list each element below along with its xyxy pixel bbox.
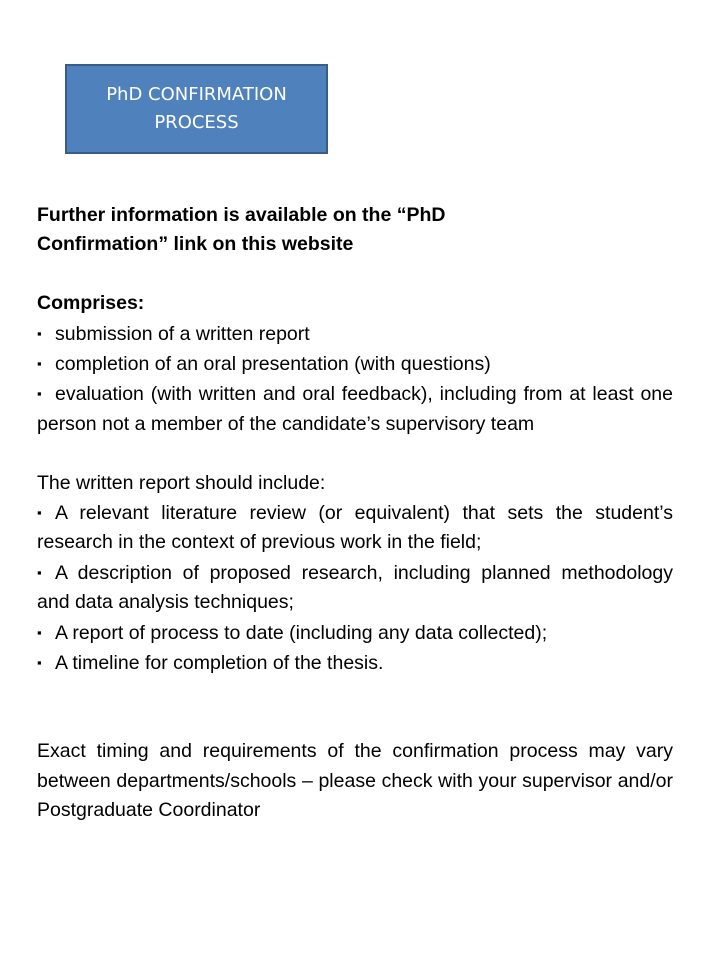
bullet-icon: ▪ bbox=[37, 505, 42, 521]
content bbox=[37, 201, 673, 825]
intro-line-2: Confirmation” link on this website bbox=[37, 233, 354, 256]
comprises-item bbox=[37, 349, 673, 379]
title-box bbox=[65, 64, 328, 154]
bullet-icon: ▪ bbox=[37, 564, 42, 580]
written-report-item bbox=[37, 558, 673, 618]
spacer bbox=[37, 678, 673, 737]
title-line-2: PROCESS bbox=[154, 112, 239, 133]
comprises-item-text: submission of a written report bbox=[55, 322, 310, 345]
written-report-heading: The written report should include: bbox=[37, 471, 326, 494]
comprises-item-text: completion of an oral presentation (with questions) bbox=[55, 353, 491, 376]
comprises-heading: Comprises: bbox=[37, 292, 145, 315]
written-report-item-text: A timeline for completion of the thesis. bbox=[55, 652, 384, 675]
written-report-item-text: A description of proposed research, including planned methodology and data analysis techniques; bbox=[37, 561, 673, 614]
bullet-icon: ▪ bbox=[37, 655, 42, 671]
written-report-item bbox=[37, 618, 673, 648]
title-text bbox=[87, 81, 307, 137]
intro-line-1: Further information is available on the “PhD bbox=[37, 204, 446, 226]
bullet-icon: ▪ bbox=[37, 386, 42, 402]
spacer bbox=[37, 260, 673, 289]
spacer bbox=[37, 439, 673, 468]
intro-text bbox=[37, 201, 673, 260]
bullet-icon: ▪ bbox=[37, 325, 42, 341]
comprises-item-text: evaluation (with written and oral feedback), including from at least one person not a member of the candidate’s supervisory team bbox=[37, 383, 673, 435]
title-line-1: PhD CONFIRMATION bbox=[106, 84, 287, 105]
written-report-item-text: A relevant literature review (or equivalent) that sets the student’s research in the context of previous work in the field; bbox=[37, 502, 673, 554]
written-report-item bbox=[37, 498, 673, 558]
comprises-item bbox=[37, 379, 673, 439]
footer-note: Exact timing and requirements of the confirmation process may vary between departments/schools – please check with your supervisor and/or Postgraduate Coordinator bbox=[37, 740, 673, 822]
bullet-icon: ▪ bbox=[37, 356, 42, 372]
comprises-item bbox=[37, 319, 673, 349]
written-report-item bbox=[37, 648, 673, 678]
bullet-icon: ▪ bbox=[37, 624, 42, 640]
written-report-item-text: A report of process to date (including any data collected); bbox=[55, 621, 548, 644]
